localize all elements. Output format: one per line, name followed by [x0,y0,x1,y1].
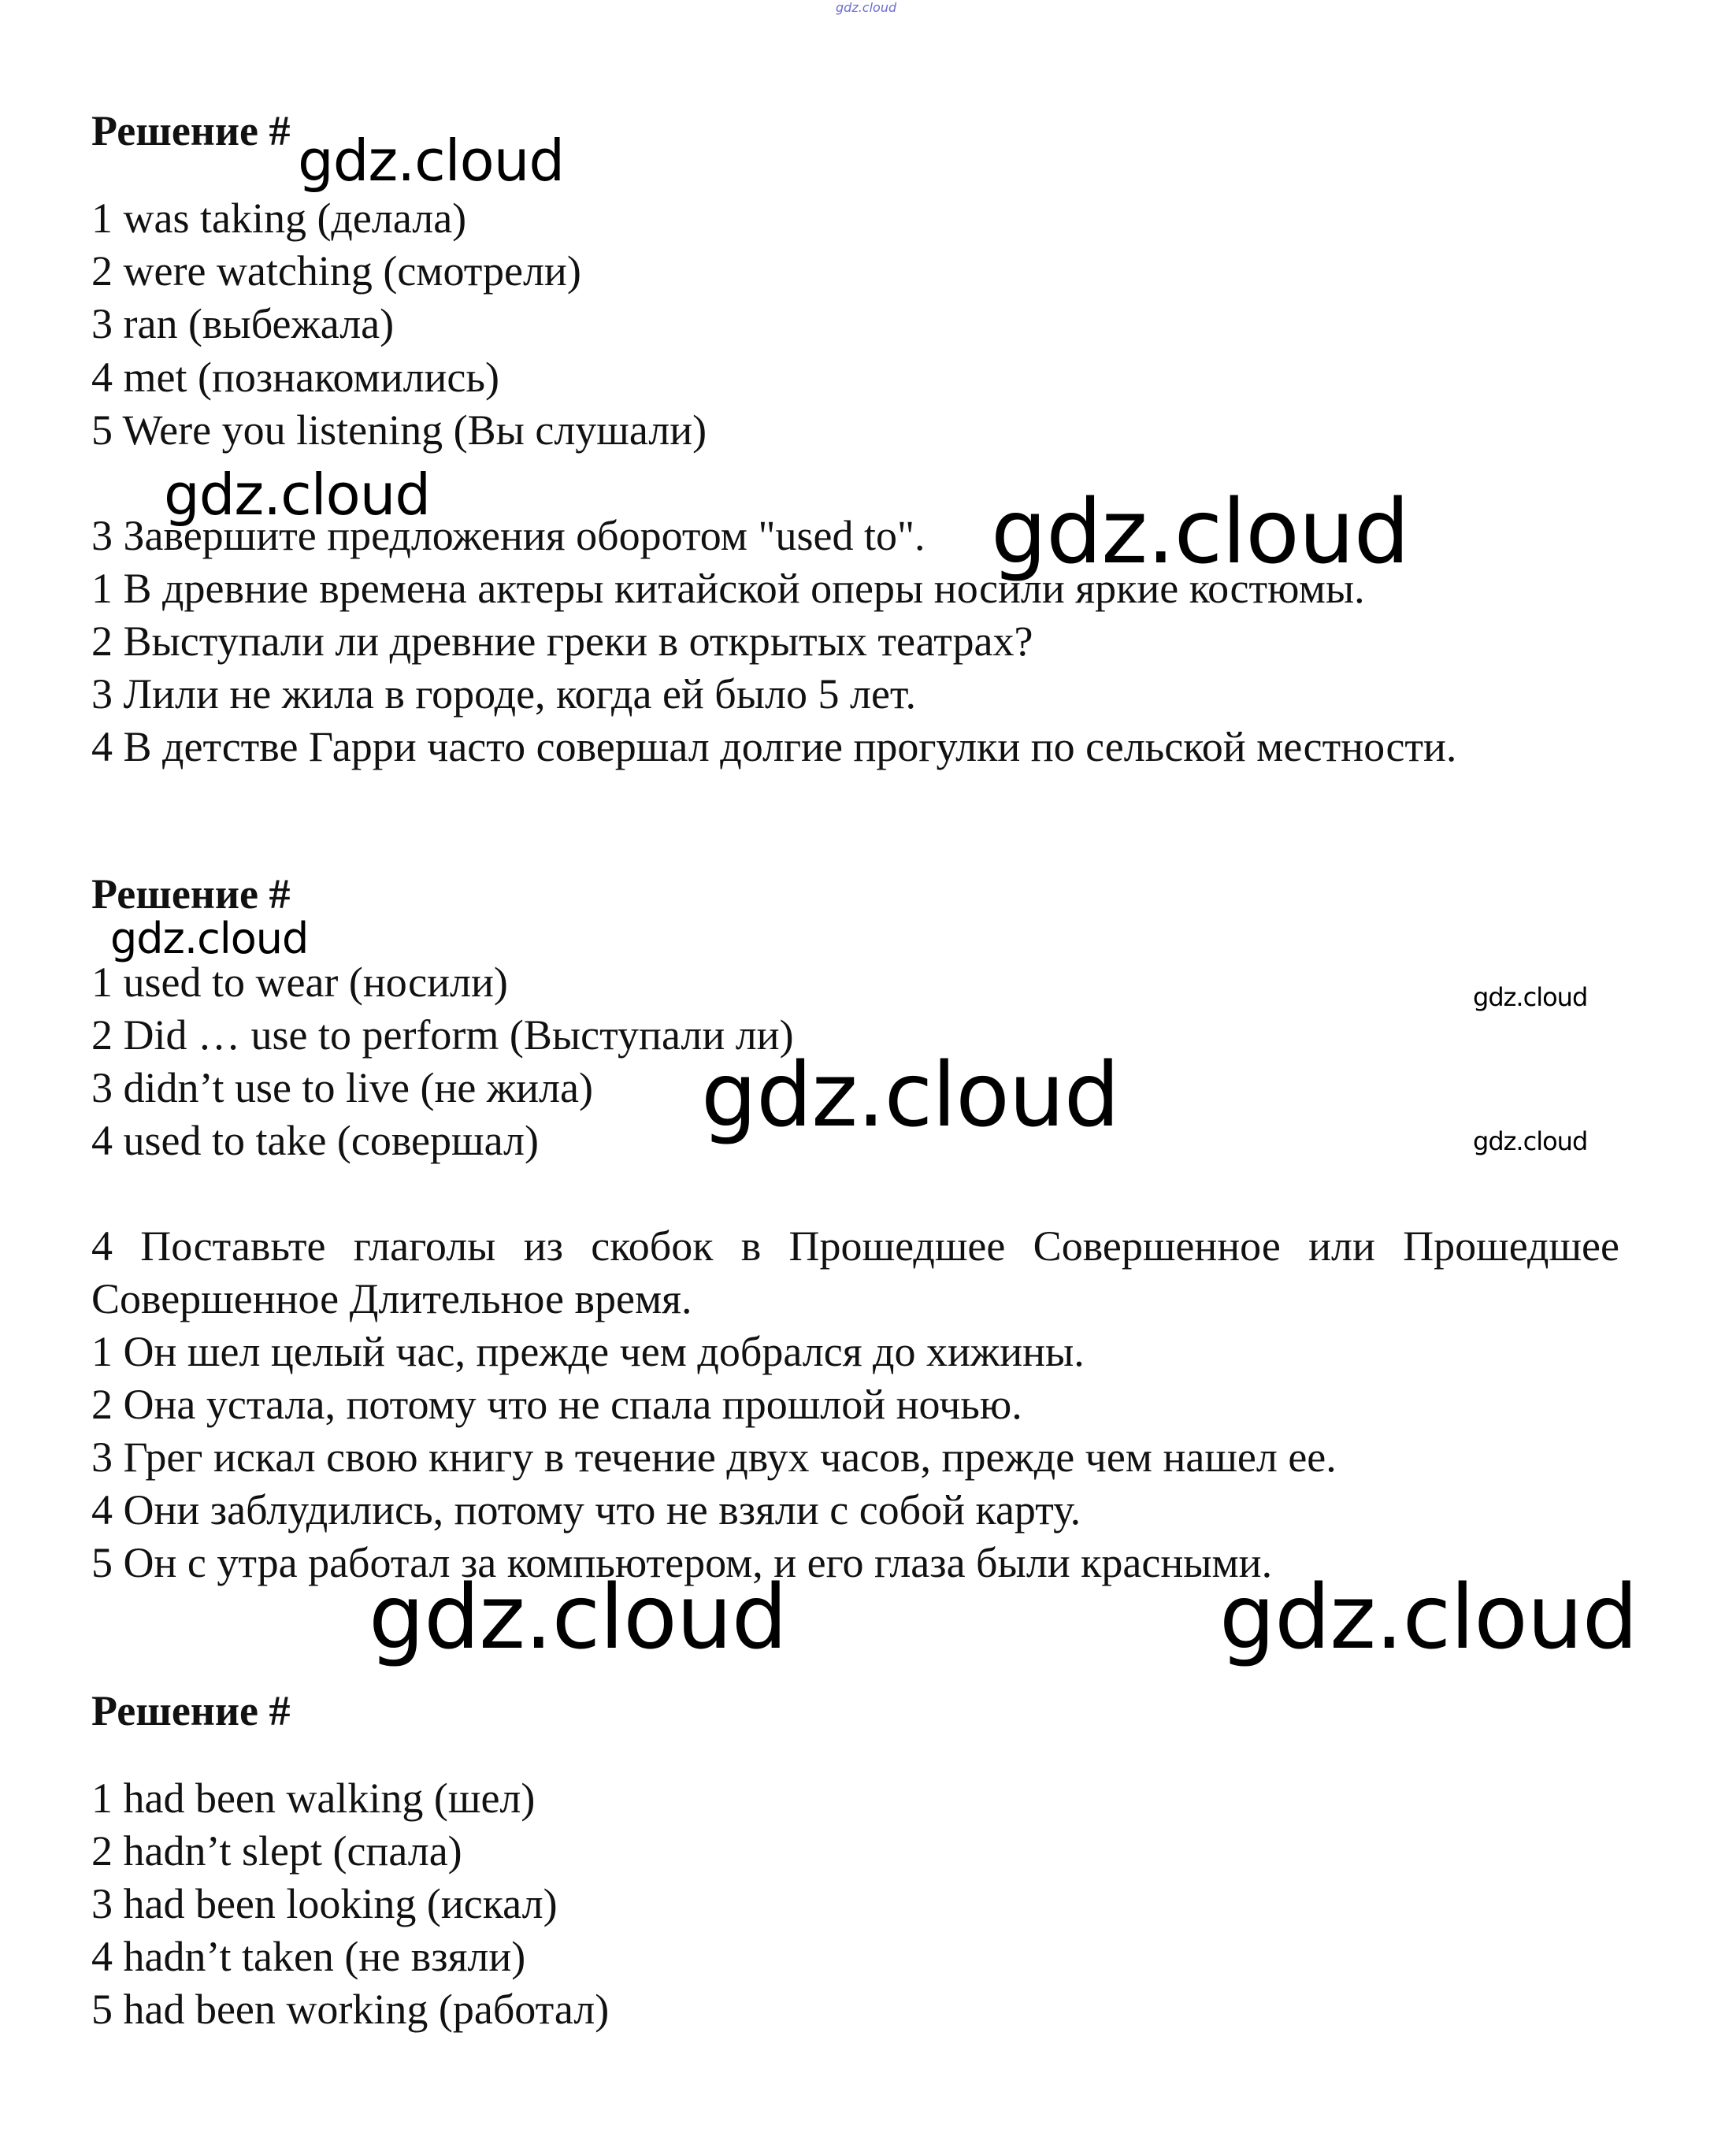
answer-3-5: 5 had been working (работал) [91,1986,610,2033]
exercise-3-title: 3 Завершите предложения оборотом "used to". [91,512,925,559]
answer-1-3: 3 ran (выбежала) [91,300,395,347]
watermark: gdz.cloud [991,481,1409,584]
answer-3-4: 4 hadn’t taken (не взяли) [91,1933,526,1980]
exercise-4-item-4: 4 Они заблудились, потому что не взяли с собой карту. [91,1486,1081,1534]
answer-2-2: 2 Did … use to perform (Выступали ли) [91,1011,794,1059]
solution-heading-3: Решение # [91,1687,291,1734]
exercise-4-item-1: 1 Он шел целый час, прежде чем добрался до хижины. [91,1328,1085,1375]
answer-3-1: 1 had been walking (шел) [91,1775,536,1822]
top-watermark: gdz.cloud [836,0,897,15]
exercise-4-item-5: 5 Он с утра работал за компьютером, и его глаза были красными. [91,1539,1273,1586]
answer-2-4: 4 used to take (совершал) [91,1117,539,1164]
exercise-3-item-4: 4 В детстве Гарри часто совершал долгие прогулки по сельской местности. [91,723,1457,770]
answer-1-5: 5 Were you listening (Вы слушали) [91,406,707,454]
solution-heading-1: Решение # [91,107,291,154]
answer-1-1: 1 was taking (делала) [91,195,467,242]
watermark: gdz.cloud [369,1567,787,1669]
answer-3-3: 3 had been looking (искал) [91,1880,558,1927]
watermark: gdz.cloud [298,128,565,194]
exercise-3-item-1: 1 В древние времена актеры китайской оперы носили яркие костюмы. [91,565,1365,612]
watermark: gdz.cloud [1473,1126,1588,1156]
answer-2-3: 3 didn’t use to live (не жила) [91,1064,593,1111]
exercise-3-item-3: 3 Лили не жила в городе, когда ей было 5 лет. [91,670,916,718]
answer-1-4: 4 met (познакомились) [91,354,500,401]
watermark: gdz.cloud [110,914,309,963]
watermark: gdz.cloud [701,1044,1119,1147]
exercise-4-title-line-2: Совершенное Длительное время. [91,1275,692,1322]
answer-2-1: 1 used to wear (носили) [91,959,508,1006]
exercise-3-item-2: 2 Выступали ли древние греки в открытых театрах? [91,618,1033,665]
answer-3-2: 2 hadn’t slept (спала) [91,1827,462,1875]
watermark: gdz.cloud [1219,1567,1638,1669]
answer-1-2: 2 were watching (смотрели) [91,247,581,295]
exercise-4-item-2: 2 Она устала, потому что не спала прошлой ночью. [91,1381,1022,1428]
watermark: gdz.cloud [164,462,431,528]
watermark: gdz.cloud [1473,982,1588,1012]
exercise-4-title-line-1: 4 Поставьте глаголы из скобок в Прошедшее Совершенное или Прошедшее [91,1222,1619,1270]
exercise-4-item-3: 3 Грег искал свою книгу в течение двух часов, прежде чем нашел ее. [91,1433,1337,1481]
solution-heading-2: Решение # [91,870,291,918]
